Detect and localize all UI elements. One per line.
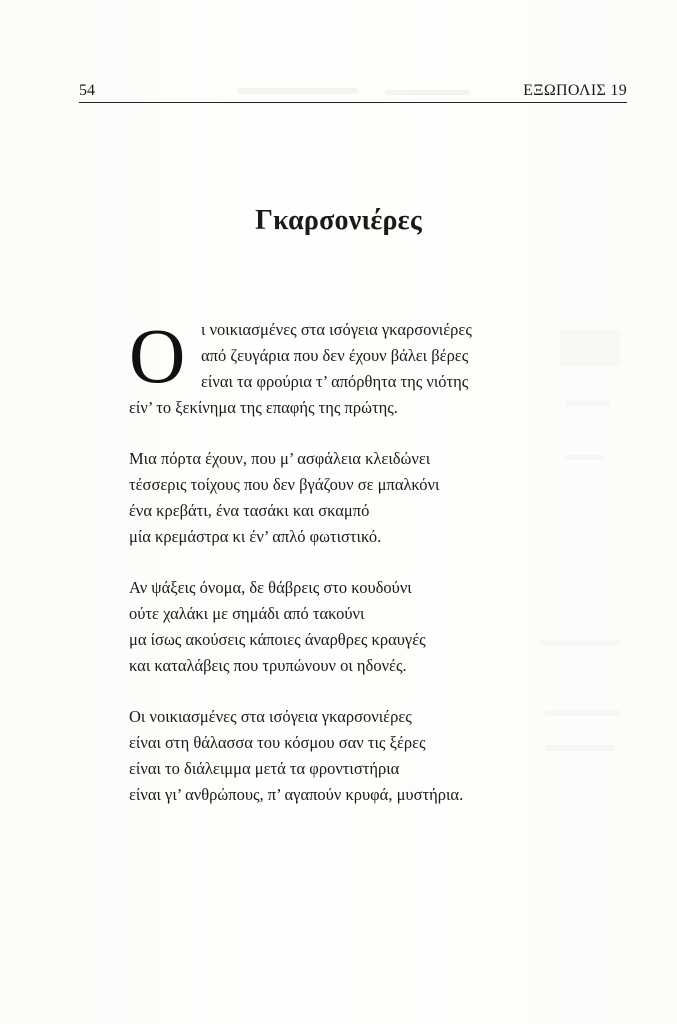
bleed-through-mark xyxy=(565,400,610,406)
drop-cap: Ο xyxy=(129,312,186,399)
poem-line: τέσσερις τοίχους που δεν βγάζουν σε μπαλκόνι xyxy=(129,475,440,494)
poem-line: είναι τα φρούρια τ’ απόρθητα της νιότης xyxy=(201,372,469,391)
bleed-through-mark xyxy=(560,330,620,366)
bleed-through-mark xyxy=(565,455,605,460)
stanza-3 xyxy=(129,575,569,679)
poem-body xyxy=(129,312,569,833)
poem-line: μα ίσως ακούσεις κάποιες άναρθρες κραυγές xyxy=(129,630,426,649)
poem-line: Μια πόρτα έχουν, που μ’ ασφάλεια κλειδώνει xyxy=(129,449,431,468)
poem-line: είν’ το ξεκίνημα της επαφής της πρώτης. xyxy=(129,398,398,417)
poem-line: μία κρεμάστρα κι έν’ απλό φωτιστικό. xyxy=(129,527,382,546)
poem-line: Αν ψάξεις όνομα, δε θάβρεις στο κουδούνι xyxy=(129,578,412,597)
stanza-4 xyxy=(129,704,569,808)
poem-line: ένα κρεβάτι, ένα τασάκι και σκαμπό xyxy=(129,501,370,520)
header-rule xyxy=(79,102,627,103)
page-number: 54 xyxy=(79,82,95,99)
page-header xyxy=(79,83,627,103)
poem-title: Γκαρσονιέρες xyxy=(255,205,422,236)
poem-line: είναι το διάλειμμα μετά τα φροντιστήρια xyxy=(129,759,400,778)
poem-line: ι νοικιασμένες στα ισόγεια γκαρσονιέρες xyxy=(201,320,472,339)
poem-line: και καταλάβεις που τρυπώνουν οι ηδονές. xyxy=(129,656,407,675)
poem-line: είναι γι’ ανθρώπους, π’ αγαπούν κρυφά, μυστήρια. xyxy=(129,785,464,804)
poem-line: ούτε χαλάκι με σημάδι από τακούνι xyxy=(129,604,365,623)
running-head: ΕΞΩΠΟΛΙΣ 19 xyxy=(523,82,627,99)
poem-line: Οι νοικιασμένες στα ισόγεια γκαρσονιέρες xyxy=(129,707,412,726)
stanza-1 xyxy=(129,312,569,421)
stanza-2 xyxy=(129,446,569,550)
poem-line: από ζευγάρια που δεν έχουν βάλει βέρες xyxy=(201,346,469,365)
poem-line: είναι στη θάλασσα του κόσμου σαν τις ξέρες xyxy=(129,733,426,752)
